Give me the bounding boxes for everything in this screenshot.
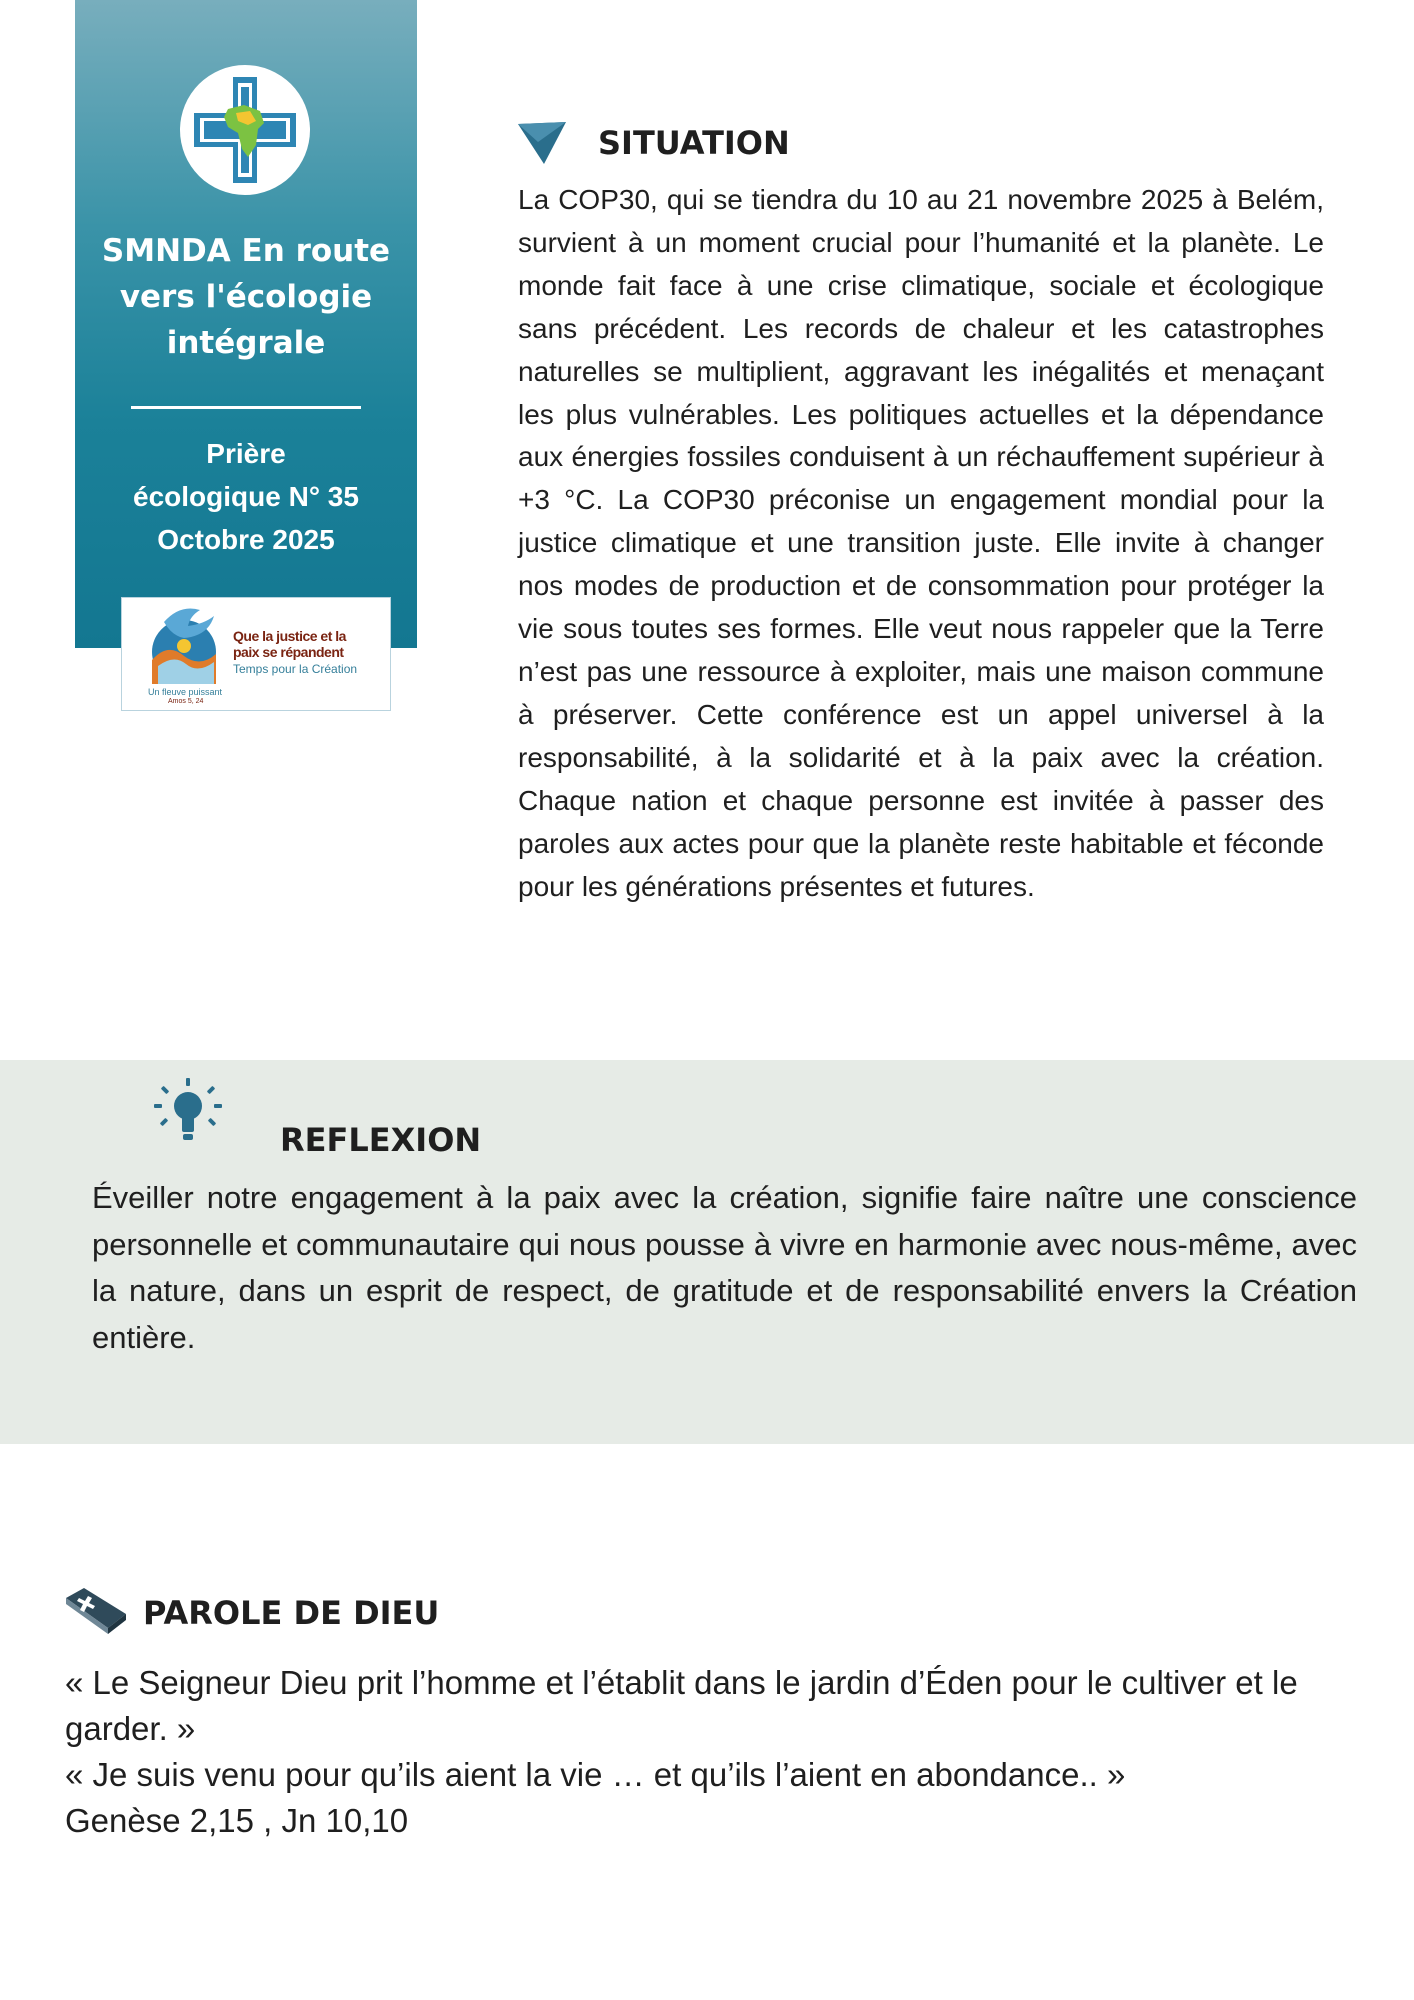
logo-circle: [180, 65, 310, 195]
creation-badge: [121, 597, 391, 711]
sidebar-title-line: intégrale: [166, 325, 326, 361]
sidebar-subtitle-line: écologique N° 35: [133, 481, 359, 512]
badge-title-line: paix se répandent: [233, 644, 344, 660]
lightbulb-icon: [152, 1076, 224, 1162]
sidebar-panel: [75, 0, 417, 648]
sidebar-subtitle-line: Prière: [206, 438, 286, 469]
scripture-quote: « Le Seigneur Dieu prit l’homme et l’établit dans le jardin d’Éden pour le cultiver et le garder. »: [65, 1664, 1298, 1747]
scripture-quote: « Je suis venu pour qu’ils aient la vie … et qu’ils l’aient en abondance.. »: [65, 1756, 1126, 1793]
paper-plane-icon: [518, 122, 566, 166]
sidebar-title: [75, 228, 417, 366]
reflexion-text: Éveiller notre engagement à la paix avec la création, signifie faire naître une conscience personnelle et communautaire qui nous pousse à vivre en harmonie avec nous-même, avec la nature, dans un esprit de respect, de gratitude et de responsabilité envers la Création entière.: [92, 1180, 1357, 1355]
cross-africa-logo-icon: [180, 65, 310, 195]
parole-heading: PAROLE DE DIEU: [143, 1594, 440, 1632]
badge-title-line: Que la justice et la: [233, 628, 346, 644]
badge-footer-reference: Amos 5, 24: [168, 698, 204, 705]
sidebar-title-line: vers l'écologie: [119, 279, 373, 315]
parole-text: [65, 1660, 1365, 1844]
bible-icon: [64, 1588, 126, 1636]
situation-text: La COP30, qui se tiendra du 10 au 21 novembre 2025 à Belém, survient à un moment crucial pour l’humanité et la planète. Le monde fait face à une crise climatique, sociale et écologique sans précédent. Les records de chaleur et les catastrophes naturelles se multiplient, aggravant les inégalités et menaçant les plus vulnérables. Les politiques actuelles et la dépendance aux énergies fossiles conduisent à un réchauffement supérieur à +3 °C. La COP30 préconise un engagement mondial pour la justice climatique et une transition juste. Elle invite à changer nos modes de production et de consommation pour protéger la vie sous toutes ses formes. Elle veut nous rappeler que la Terre n’est pas une ressource à exploiter, mais une maison commune à préserver. Cette conférence est un appel universel à la responsabilité, à la solidarité et à la paix avec la création. Chaque nation et chaque personne est invitée à passer des paroles aux actes pour que la planète reste habitable et féconde pour les générations présentes et futures.: [518, 184, 1324, 902]
sidebar-divider: [131, 406, 361, 409]
sidebar-title-line: SMNDA En route: [101, 233, 391, 269]
situation-heading: SITUATION: [598, 124, 790, 162]
badge-subtitle: Temps pour la Création: [233, 662, 358, 676]
dove-river-icon: [144, 602, 230, 686]
sidebar-subtitle-line: Octobre 2025: [157, 524, 335, 555]
scripture-reference: Genèse 2,15 , Jn 10,10: [65, 1802, 409, 1839]
badge-title: [233, 628, 383, 660]
sidebar-subtitle: [75, 432, 417, 561]
badge-footer: Un fleuve puissant: [148, 687, 223, 697]
reflexion-heading: REFLEXION: [280, 1121, 482, 1159]
